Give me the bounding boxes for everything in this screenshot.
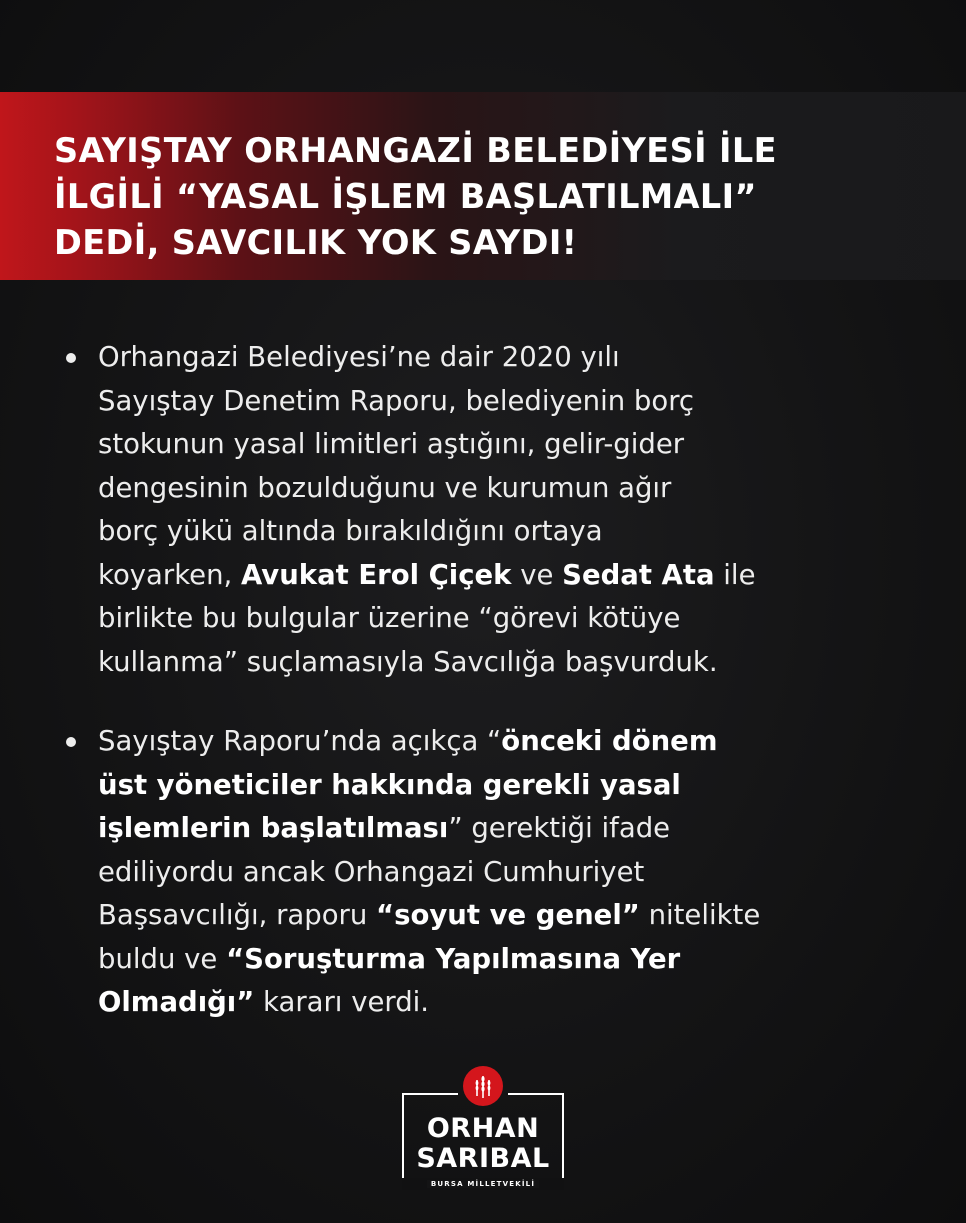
bullet-line	[98, 597, 942, 641]
headline-line: DEDİ, SAVCILIK YOK SAYDI!	[54, 223, 578, 262]
bold-text: “Soruşturma Yapılmasına Yer	[226, 942, 681, 975]
text: Başsavcılığı, raporu	[98, 899, 377, 931]
bullet-dot-icon	[66, 353, 76, 363]
text: kullanma” suçlamasıyla Savcılığa başvurduk.	[98, 645, 718, 678]
bullet-line	[98, 641, 942, 685]
logo-name-last: SARIBAL	[416, 1143, 550, 1174]
text: ediliyordu ancak Orhangazi Cumhuriyet	[98, 855, 645, 888]
bullet-line	[98, 510, 942, 554]
bullet-item	[62, 720, 942, 1025]
headline	[54, 128, 934, 266]
bullet-line	[98, 807, 942, 851]
logo-name-first: ORHAN	[426, 1113, 540, 1144]
bullet-line	[98, 720, 942, 764]
logo	[402, 1066, 564, 1192]
bullet-line	[98, 336, 942, 380]
bullet-dot-icon	[66, 737, 76, 747]
bullet-line	[98, 981, 942, 1025]
bullet-list	[62, 336, 942, 1025]
logo-subtitle-text: BURSA MİLLETVEKİLİ	[427, 1180, 539, 1188]
text: ve	[511, 558, 563, 591]
text: buldu ve	[98, 942, 227, 975]
text: stokunun yasal limitleri aştığını, gelir-gider	[98, 428, 685, 460]
headline-line: SAYIŞTAY ORHANGAZİ BELEDİYESİ İLE	[54, 131, 777, 170]
bold-text: Sedat Ata	[562, 558, 715, 591]
bullet-line	[98, 938, 942, 982]
logo-subtitle	[402, 1178, 564, 1190]
text: kararı verdi.	[254, 986, 430, 1018]
text: dengesinin bozulduğunu ve kurumun ağır	[98, 471, 672, 504]
bold-text: Avukat Erol Çiçek	[240, 558, 512, 591]
bullet-line	[98, 851, 942, 895]
text: Sayıştay Raporu’nda açıkça “	[98, 725, 502, 757]
headline-line: İLGİLİ “YASAL İŞLEM BAŞLATILMALI”	[54, 177, 757, 216]
bullet-line	[98, 467, 942, 511]
text: ” gerektiği ifade	[448, 812, 671, 844]
bullet-item	[62, 336, 942, 684]
wheat-icon	[463, 1066, 503, 1106]
bold-text: “soyut ve genel”	[376, 899, 640, 931]
text: borç yükü altında bırakıldığını ortaya	[98, 515, 603, 547]
bullet-line	[98, 380, 942, 424]
bold-text: üst yöneticiler hakkında gerekli yasal	[98, 768, 681, 801]
bullet-line	[98, 554, 942, 598]
bullet-line	[98, 894, 942, 938]
text: Sayıştay Denetim Raporu, belediyenin borç	[98, 384, 695, 417]
text: Orhangazi Belediyesi’ne dair 2020 yılı	[98, 341, 620, 373]
bold-text: önceki dönem	[501, 725, 718, 757]
text: nitelikte	[639, 899, 761, 931]
text: koyarken,	[98, 558, 241, 591]
text: ile	[714, 558, 756, 591]
bold-text: Olmadığı”	[98, 986, 255, 1018]
bullet-line	[98, 764, 942, 808]
bold-text: işlemlerin başlatılması	[98, 812, 449, 844]
text: birlikte bu bulgular üzerine “görevi kötüye	[98, 602, 681, 634]
bullet-line	[98, 423, 942, 467]
